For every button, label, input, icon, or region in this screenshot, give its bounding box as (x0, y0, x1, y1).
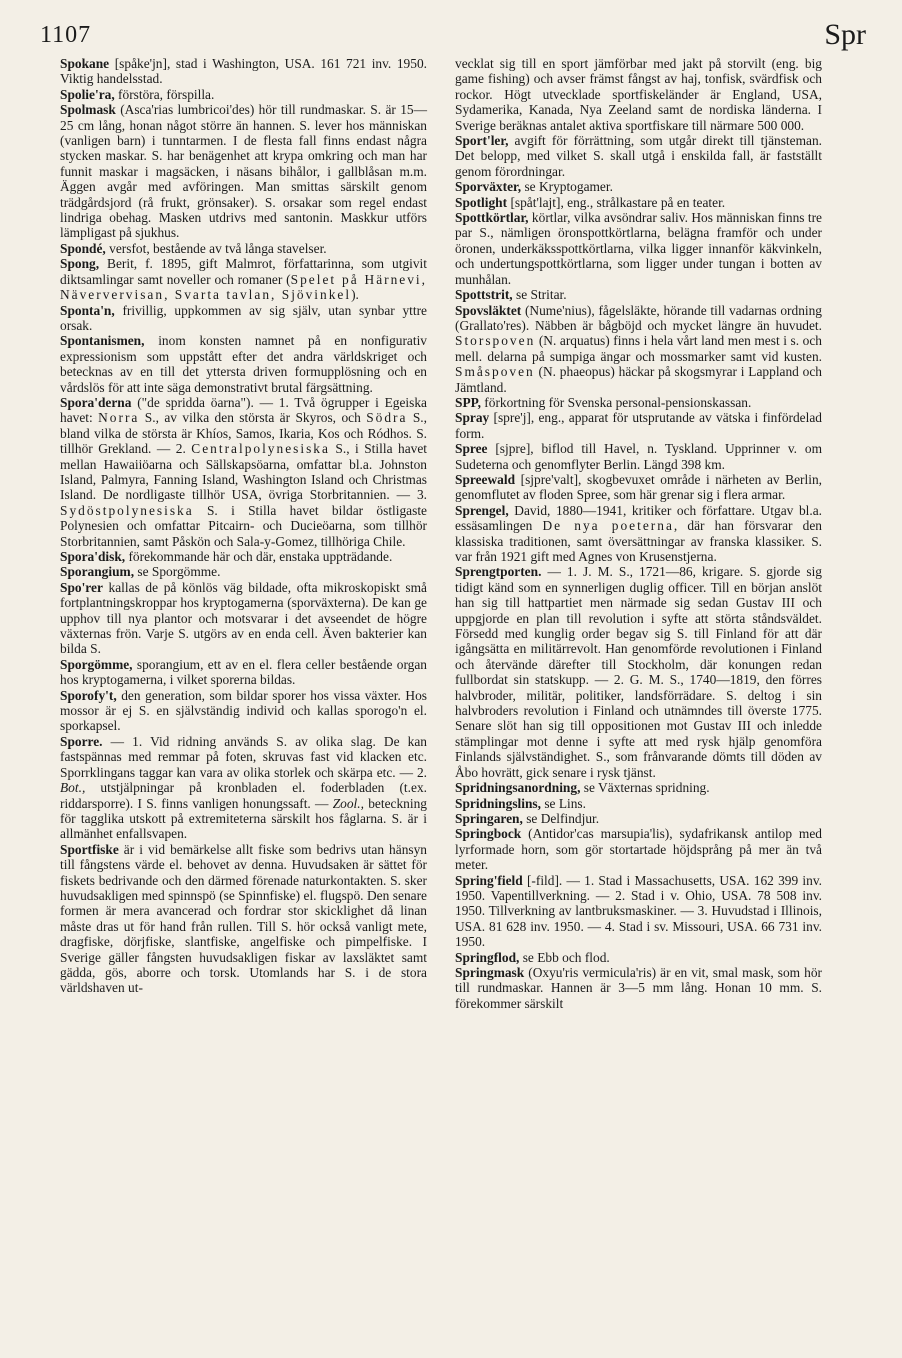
entry-text: förekommande här och där, enstaka uppträdande. (125, 549, 393, 564)
entry-headword: Spolmask (60, 102, 116, 118)
entry-headword: Spora'derna (60, 394, 132, 410)
entry-text: körtlar, vilka avsöndrar saliv. Hos människan finns tre par S., nämligen öronspottkörtlarna, belägna framför och under öronen, underkäksspottkörtlarna, vilka ligger innanför käkvinkeln, och undertungspottkörtlarna, som ligger under tungan i botten av munhålan. (455, 210, 822, 287)
entry-text: se Lins. (540, 795, 586, 811)
entry-headword: Sportfiske (60, 841, 119, 857)
entry-text: , där han försvarar den klassiska traditionen, samt översättningar av franska klassiker. S. var från 1921 gift med Agnes von Krusenstjerna. (455, 518, 822, 564)
entry-text: kallas de på könlös väg bildade, ofta mikroskopiskt små fortplantningskroppar hos kryptogamerna (sporväxterna). De kan ge upphov till nya plantor och motsvarar i det avseendet de högre växternas frön. Varje S. utgörs av en enda cell. Även bakterier kan bilda S. (60, 579, 427, 657)
dictionary-entry (455, 303, 822, 395)
entry-headword: Springmask (455, 964, 525, 980)
dictionary-entry (455, 826, 822, 872)
entry-text: — 1. J. M. S., 1721—86, krigare. S. gjorde sig tidigt känd som en synnerligen duglig officer. Till en början anslöt han sig till hattpartiet men närmade sig sedan Gustav III och uppgjorde en plan till revolution i syfte att störta ståndsväldet. Försedd med kunglig order begav sig S. till Finland för att där igångsätta en militärrevolt. Han genomförde revolutionen i Finland och återvände därefter till Stockholm, där konungen redan fullbordat sin statskupp. — 2. G. M. S., 1740—1819, den förres halvbroder, militär, politiker, landsförrädare. S. deltog i sin halvbroders revolution i Finland och utnämndes till överste 1775. Senare slöt han sig till oppositionen mot Gustav III och inledde stämplingar mot denne i syfte att med rysk hjälp genomföra Finlands självständighet. S., som frånvarande dömts till döden av Åbo hovrätt, gick senare i rysk tjänst. (455, 564, 822, 780)
entry-text: David, 1880—1941, kritiker och författare. Utgav bl.a. essäsamlingen (455, 502, 822, 534)
right-column (455, 56, 822, 1011)
dictionary-entry (60, 256, 427, 302)
dictionary-entry (455, 472, 822, 503)
entry-headword: Sporofy't, (60, 687, 117, 703)
entry-headword: SPP, (455, 394, 481, 410)
entry-headword: Sporangium, (60, 564, 135, 580)
entry-text: (Asca'rias lumbricoi'des) hör till rundmaskar. S. är 15—25 cm lång, honan något större än hannen. S. lever hos människan (vanligen barn) i tunntarmen. I de flesta fall finns endast några stycken maskar. S. har benägenhet att krypa omkring och man har funnit maskar i magsäcken, i näsans bihålor, i gallblåsan m.m. Äggen avgår med avföringen. Man smittas särskilt genom trädgårdsjord (rå frukt, grönsaker). S. orsakar som regel endast lindriga obehag. Masken utdrivs med santonin. Maskkur utförs lämpligast på sjukhus. (60, 102, 427, 241)
entry-headword: Spo'rer (60, 579, 103, 595)
entry-spaced-title: Småspoven (455, 364, 535, 380)
entry-text: versfot, bestående av två långa stavelser. (105, 240, 327, 256)
entry-text: S., bland vilka de största är Khíos, Samos, Ikaria, Kos och Ródhos. S. tillhör Grekland. — 2. (60, 410, 427, 457)
entry-spaced-title: Södra (366, 410, 408, 426)
entry-text: vecklat sig till en sport jämförbar med jakt på storvilt (eng. big game fishing) och avser främst fångst av haj, tonfisk, svärdfisk och rockor. Högt utvecklade sportfiskeländer är England, USA, Sydamerika, Kanada, Nya Zeeland samt de nordiska länderna. I Sverige beräknas antalet aktiva sportfiskare till närmare 500 000. (455, 56, 822, 133)
entry-headword: Sprengtporten. (455, 564, 542, 580)
dictionary-entry (455, 796, 822, 811)
entry-headword: Spora'disk, (60, 549, 126, 564)
dictionary-entry (455, 873, 822, 950)
entry-spaced-title: Norra (98, 410, 140, 426)
dictionary-entry (60, 734, 427, 842)
entry-headword: Spray (455, 410, 490, 426)
entry-text: [sjpre'valt], skogbevuxet område i närheten av Berlin, genomflutet av floden Spree, som här grenar sig i flera armar. (455, 471, 822, 503)
entry-text: ("de spridda öarna"). — 1. Två ögrupper i Egeiska havet: (60, 394, 427, 426)
entry-text: (N. phaeopus) häckar på skogsmyrar i Lappland och Jämtland. (455, 364, 822, 395)
entry-text: se Sporgömme. (134, 564, 221, 580)
entry-headword: Sporre. (60, 733, 103, 749)
entry-headword: Sponta'n, (60, 302, 115, 318)
dictionary-entry (455, 395, 822, 410)
entry-headword: Spottkörtlar, (455, 210, 529, 226)
entry-text: utstjälpningar på kronbladen el. foderbladen (t.ex. riddarsporre). I S. finns vanligen honungssaft. — (60, 780, 427, 811)
entry-text: (Nume'nius), fågelsläkte, hörande till vadarnas ordning (Grallato'res). Näbben är bågböjd och mycket längre än huvudet. (455, 302, 822, 333)
entry-spaced-title: De nya poeterna (542, 518, 674, 534)
entry-text: Berit, f. 1895, gift Malmrot, författarinna, som utgivit diktsamlingar samt noveller och romaner ( (60, 256, 427, 287)
entry-text: [-fild]. — 1. Stad i Massachusetts, USA. 162 399 inv. 1950. Vapentillverkning. — 2. Stad i v. Ohio, USA. 78 508 inv. 1950. Tillverkning av lantbruksmaskiner. — 3. Huvudstad i Illinois, USA. 81 628 inv. 1950. — 4. Stad i sv. Missouri, USA. 66 731 inv. 1950. (455, 872, 822, 950)
dictionary-entry (60, 688, 427, 734)
entry-text: S. i Stilla havet bildar östligaste Polynesien och omfattar Pitcairn- och Ducieöarna, som tillhör Storbritannien, samt Påskön och Sala-y-Gomez, tillhöriga Chile. (60, 502, 427, 549)
dictionary-entry (455, 503, 822, 565)
entry-text: [spre'j], eng., apparat för utsprutande av vätska i finfördelad form. (455, 410, 822, 441)
entry-headword: Spovsläktet (455, 302, 522, 318)
dictionary-entry (455, 195, 822, 210)
entry-headword: Spontanismen, (60, 333, 145, 349)
entry-spaced-title: Sydöstpolynesiska (60, 502, 194, 518)
entry-headword: Springflod, (455, 949, 520, 965)
entry-headword: Spottstrit, (455, 287, 513, 303)
entry-headword: Spreewald (455, 471, 516, 487)
entry-text: se Ebb och flod. (519, 949, 610, 965)
entry-text: se Stritar. (512, 287, 567, 303)
entry-text: förkortning för Svenska personal-pensionskassan. (480, 394, 752, 410)
entry-spaced-title: Centralpolynesiska (191, 441, 330, 457)
entry-headword: Spolie'ra, (60, 86, 115, 102)
entry-text: [sjpre], biflod till Havel, n. Tyskland. Upprinner v. om Sudeterna och genomflyter Berlin. Längd 398 km. (455, 441, 822, 472)
dictionary-entry (455, 811, 822, 826)
entry-text: [spåt'lajt], eng., strålkastare på en teater. (507, 194, 726, 210)
dictionary-entry (60, 657, 427, 688)
entry-text: [spåke'jn], stad i Washington, USA. 161 721 inv. 1950. Viktig handelsstad. (60, 56, 427, 87)
entry-headword: Sporväxter, (455, 179, 522, 195)
entry-italic-text: Bot., (60, 780, 86, 796)
dictionary-entry (60, 241, 427, 256)
dictionary-entry (60, 395, 427, 549)
entry-text: (Antidor'cas marsupia'lis), sydafrikansk antilop med lyrformade horn, som gör stortartade höjdsprång på mer än två meter. (455, 826, 822, 873)
entry-headword: Spotlight (455, 194, 508, 210)
dictionary-entry (60, 842, 427, 996)
entry-text: ). (351, 287, 359, 303)
entry-text: frivillig, uppkommen av sig själv, utan synbar yttre orsak. (60, 302, 427, 333)
dictionary-entry (60, 87, 427, 102)
dictionary-entry (60, 333, 427, 395)
entry-text: avgift för förrättning, som utgår direkt till tjänsteman. Det belopp, med vilket S. skall utgå i enskilda fall, är fastställt genom förordningar. (455, 133, 822, 179)
dictionary-entry (455, 210, 822, 287)
entry-text: S., av vilka den största är Skyros, och (139, 410, 367, 426)
entry-text: (N. arquatus) finns i hela vårt land men mest i s. och mell. delarna på sumpiga ängar och mossmarker samt vid kusten. (455, 333, 822, 364)
entry-text: S., i Stilla havet mellan Hawaiiöarna och Sällskapsöarna, omfattar bl.a. Johnston Island, Palmyra, Fanning Island, Washington Island och Christmas Island. De nordligaste tillhör USA, övriga Storbritannien. — 3. (60, 441, 427, 503)
dictionary-entry (455, 780, 822, 795)
dictionary-entry (60, 303, 427, 334)
entry-text: beteckning för tagglika utskott på extremiteterna särskilt hos fåglarna. S. är i allmänhet enfallsvapen. (60, 795, 427, 842)
entry-headword: Spong, (60, 256, 100, 272)
entry-text: se Kryptogamer. (521, 179, 613, 195)
dictionary-entry (455, 56, 822, 133)
entry-spaced-title: Storspoven (455, 333, 536, 349)
dictionary-entry (455, 179, 822, 194)
entry-text: inom konsten namnet på en nonfigurativ expressionism som uppstått efter det andra världskriget och betecknas av en till det yttersta driven formupplösning och en vårdslös för att inte säga demonstrativt brutal färgsättning. (60, 333, 427, 395)
page-number: 1107 (40, 22, 92, 48)
entry-headword: Spondé, (60, 240, 106, 256)
dictionary-entry (60, 549, 427, 564)
entry-text: förstöra, förspilla. (114, 86, 215, 102)
dictionary-entry (60, 580, 427, 657)
dictionary-entry (455, 950, 822, 965)
entry-text: är i vid bemärkelse allt fiske som bedrivs utan hänsyn till fångstens värde el. behovet av denna. Huvudsaken är sättet för fiskets bedrivande och den därmed förenade naturkontakten. S. sker huvudsakligen med spinnspö (se Spinnfiske) el. flugspö. Den senare formen är mera avancerad och fordrar stor skicklighet då linan måste dras ut för hand från rullen. Till S. hör också vanligt mete, dragfiske, dörjfiske, slantfiske, angelfiske och pimpelfiske. I Sverige gäller fångsten huvudsakligen fiskar av laxsläktet samt gädda, gös, aborre och torsk. Utomlands har S. i de stora världshaven ut- (60, 841, 427, 996)
entry-text: se Delfindjur. (522, 810, 600, 826)
entry-headword: Springaren, (455, 810, 523, 826)
entry-headword: Sprengel, (455, 502, 509, 518)
entry-headword: Sporgömme, (60, 656, 133, 672)
entry-text: — 1. Vid ridning används S. av olika slag. De kan fastspännas med remmar på foten, skruvas fast vid klacken etc. Sporrklingans taggar kan vara av olika storlek och skärpa etc. — 2. (60, 733, 427, 780)
dictionary-entry (455, 287, 822, 302)
entry-headword: Springbock (455, 826, 522, 842)
guide-word: Spr (824, 18, 866, 51)
entry-headword: Spokane (60, 56, 110, 71)
dictionary-entry (455, 441, 822, 472)
entry-text: den generation, som bildar sporer hos vissa växter. Hos mossor är ej S. en självständig individ och kallas sporogo'n el. sporkapsel. (60, 687, 427, 734)
dictionary-entry (60, 56, 427, 87)
entry-text: (Oxyu'ris vermicula'ris) är en vit, smal mask, som hör till rundmaskar. Hannen är 3—5 mm lång. Honan 10 mm. S. förekommer särskilt (455, 964, 822, 1011)
left-column (60, 56, 427, 996)
entry-headword: Spring'field (455, 872, 523, 888)
dictionary-entry (455, 133, 822, 179)
entry-italic-text: Zool., (332, 795, 364, 811)
entry-headword: Spridningslins, (455, 795, 541, 811)
entry-headword: Sport'ler, (455, 133, 509, 149)
dictionary-entry (455, 564, 822, 780)
dictionary-entry (60, 102, 427, 241)
dictionary-entry (455, 965, 822, 1011)
entry-text: se Växternas spridning. (580, 780, 710, 796)
dictionary-entry (60, 564, 427, 579)
entry-headword: Spridningsanordning, (455, 780, 581, 796)
entry-text: sporangium, ett av en el. flera celler bestående organ hos kryptogamerna, i vilket sporerna bildas. (60, 656, 427, 688)
entry-headword: Spree (455, 441, 488, 457)
entry-spaced-title: Spelet på Härnevi, Näververvisan, Svarta tavlan, Sjövinkel (60, 271, 427, 303)
dictionary-entry (455, 410, 822, 441)
